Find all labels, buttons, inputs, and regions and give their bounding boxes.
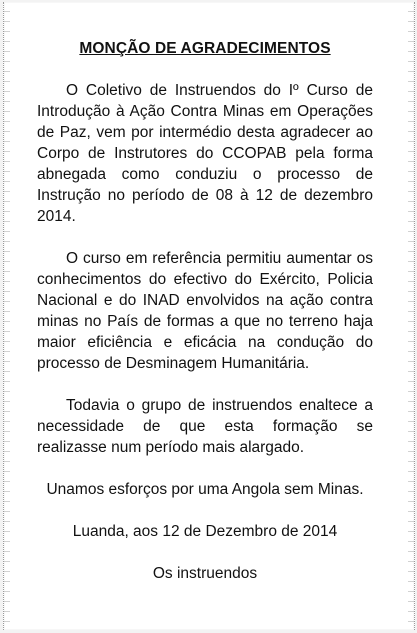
signature: Os instruendos: [152, 565, 258, 582]
paragraph-2: O curso em referência permitiu aumentar os conhecimentos do efectivo do Exército, Policia Nacional e do INAD envolvidos na ação contra minas no País de formas a que no terreno haja maior eficiência e eficácia na condução do processo de Desminagem Humanitária.: [37, 250, 373, 372]
place-date: Luanda, aos 12 de Dezembro de 2014: [72, 523, 338, 540]
paragraph-3: Todavia o grupo de instruendos enaltece a necessidade de que esta formação se realizasse num período mais alargado.: [37, 397, 373, 456]
scan-edge-right: [408, 2, 414, 630]
document-body: [37, 38, 373, 605]
document-title: MONÇÃO DE AGRADECIMENTOS: [79, 40, 331, 57]
paragraph-1: O Coletivo de Instruendos do Iº Curso de Introdução à Ação Contra Minas em Operações de Paz, vem por intermédio desta agradecer ao Corpo de Instrutores do CCOPAB pela forma abnegada como conduziu o processo de Instrução no período de 08 à 12 de dezembro 2014.: [37, 82, 373, 225]
closing-line: Unamos esforços por uma Angola sem Minas.: [46, 481, 364, 498]
document-page: [3, 2, 415, 630]
scan-edge-left: [4, 2, 10, 630]
